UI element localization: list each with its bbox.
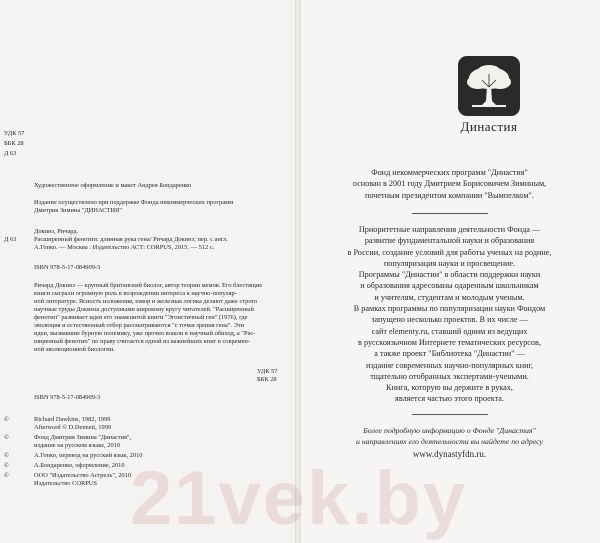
priority-line: В рамках программы по популяризации науки Фондом <box>353 304 546 314</box>
priority-line: Книга, которую вы держите в руках, <box>386 383 513 393</box>
foundation-url[interactable]: www.dynastyfdn.ru. <box>412 449 487 459</box>
watermark: 21vek.by <box>130 456 468 541</box>
copyright-line: Издательство CORPUS <box>34 480 97 487</box>
abstract-line: ной эволюционной биологии. <box>34 346 115 353</box>
abstract-line: ной литературе. Ясность изложения, юмор и железная логика делают даже строго <box>34 298 258 305</box>
priority-line: является частью этого проекта. <box>395 394 504 404</box>
abstract-line: Ричард Докинз — крупный британский биолог, автор теории мемов. Его блестящие <box>34 282 263 289</box>
tree-icon <box>458 56 520 116</box>
priority-line: сайт elementy.ru, ставший одним из ведущих <box>371 326 528 336</box>
bib-author: Докинз, Ричард. <box>34 228 79 235</box>
divider-bottom <box>412 414 488 415</box>
abstract-line: эволюция и естественный отбор рассматриваются "с точки зрения гена". Эти <box>34 322 245 329</box>
priority-line: Программы "Династии" в области поддержки науки <box>358 270 541 280</box>
bbk-code: ББК 28 <box>4 140 24 147</box>
copyright-line: ООО "Издательство Астрель", 2010 <box>34 472 132 479</box>
divider-top <box>412 213 488 214</box>
priority-line: популяризация науки и просвещение. <box>383 258 516 268</box>
copyright-symbol: © <box>4 462 9 469</box>
intro-line: почетным президентом компании "Вымпелком". <box>365 190 534 200</box>
author-mark: Д 63 <box>4 150 17 157</box>
abstract-line: фенотип" развивает идеи его знаменитой книги "Эгоистичный ген" (1976), где <box>34 314 248 321</box>
isbn-bottom: ISBN 978-5-17-084909-3 <box>34 394 101 401</box>
copyright-line: издание на русском языке, 2010 <box>34 442 121 449</box>
copyright-symbol: © <box>4 434 9 441</box>
intro-line: Фонд некоммерческих программ "Династия" <box>371 168 528 177</box>
priority-line: запущено несколько проектов. В их числе — <box>371 315 528 325</box>
copyright-line: А.Бондаренко, оформление, 2010 <box>34 462 125 469</box>
priority-line: развитие фундаментальной науки и образования <box>364 236 535 246</box>
priority-line: и учителям, студентам и молодым ученым. <box>374 292 525 302</box>
priority-line: Приоритетные направления деятельности Фонда — <box>358 225 541 234</box>
udk-code-bottom: УДК 57 <box>257 368 278 375</box>
foundation-priorities <box>299 224 600 405</box>
udk-code: УДК 57 <box>4 130 25 137</box>
copyright-symbol: © <box>4 416 9 423</box>
priority-line: издание современных научно-популярных книг, <box>365 360 534 370</box>
copyright-line: А.Гопко, перевод на русский язык, 2010 <box>34 452 143 459</box>
abstract-line: книги сыграли огромную роль в возрождении интереса к научно-популяр- <box>34 290 237 297</box>
foundation-intro <box>299 167 600 201</box>
dynasty-logo-name: Династия <box>460 119 518 134</box>
footer-line: Более подробную информацию о Фонде "Династия" <box>363 426 536 435</box>
priority-line: и образования адресованы одаренным школьникам <box>360 281 539 291</box>
copyright-line: Richard Dawkins, 1982, 1999 <box>34 416 111 423</box>
priority-line: а также проект "Библиотека "Династии" — <box>374 349 525 359</box>
bib-marker: Д 63 <box>4 236 17 243</box>
design-credit: Художественное оформление и макет Андрея Бондаренко <box>34 182 192 189</box>
abstract-line: идеи, вызвавшие бурную полемику, уже прочно вошли в научный обиход, а "Рас- <box>34 330 256 337</box>
bbk-code-bottom: ББК 28 <box>257 376 277 383</box>
copyright-symbol: © <box>4 472 9 479</box>
copyright-line: Фонд Дмитрия Зимина "Династия", <box>34 434 132 441</box>
abstract-line: научные труды Докинза доступными широкому кругу читателей. "Расширенный <box>34 306 254 313</box>
priority-line: в русскоязычном Интернете тематических ресурсов, <box>358 337 541 347</box>
priority-line: в России, создание условий для работы ученых на родине, <box>347 247 552 257</box>
bib-line-1: Расширенный фенотип: длинная рука гена/ Ричард Докинз; пер. с англ. <box>34 236 228 243</box>
copyright-line: Afterword © D.Dennett, 1999 <box>34 424 112 431</box>
foundation-footer <box>299 425 600 448</box>
support-line-2: Дмитрия Зимина "ДИНАСТИЯ" <box>34 207 122 214</box>
copyright-symbol: © <box>4 452 9 459</box>
abstract-line: ширенный фенотип" по праву считается одной из важнейших книг в современ- <box>34 338 250 345</box>
priority-line: тщательно отобранных экспертами-учеными. <box>370 371 529 381</box>
footer-line: и направлениях его деятельности вы найдете по адресу <box>355 437 543 447</box>
intro-line: основан в 2001 году Дмитрием Борисовичем Зиминым, <box>352 179 547 189</box>
support-line-1: Издание осуществлено при поддержке Фонда некоммерческих программ <box>34 199 234 206</box>
isbn-top: ISBN 978-5-17-084909-3 <box>34 264 101 271</box>
dynasty-tree-logo <box>458 56 520 116</box>
bib-line-2: А.Гопко. — Москва : Издательство АСТ: CORPUS, 2015. — 512 с. <box>34 244 215 251</box>
